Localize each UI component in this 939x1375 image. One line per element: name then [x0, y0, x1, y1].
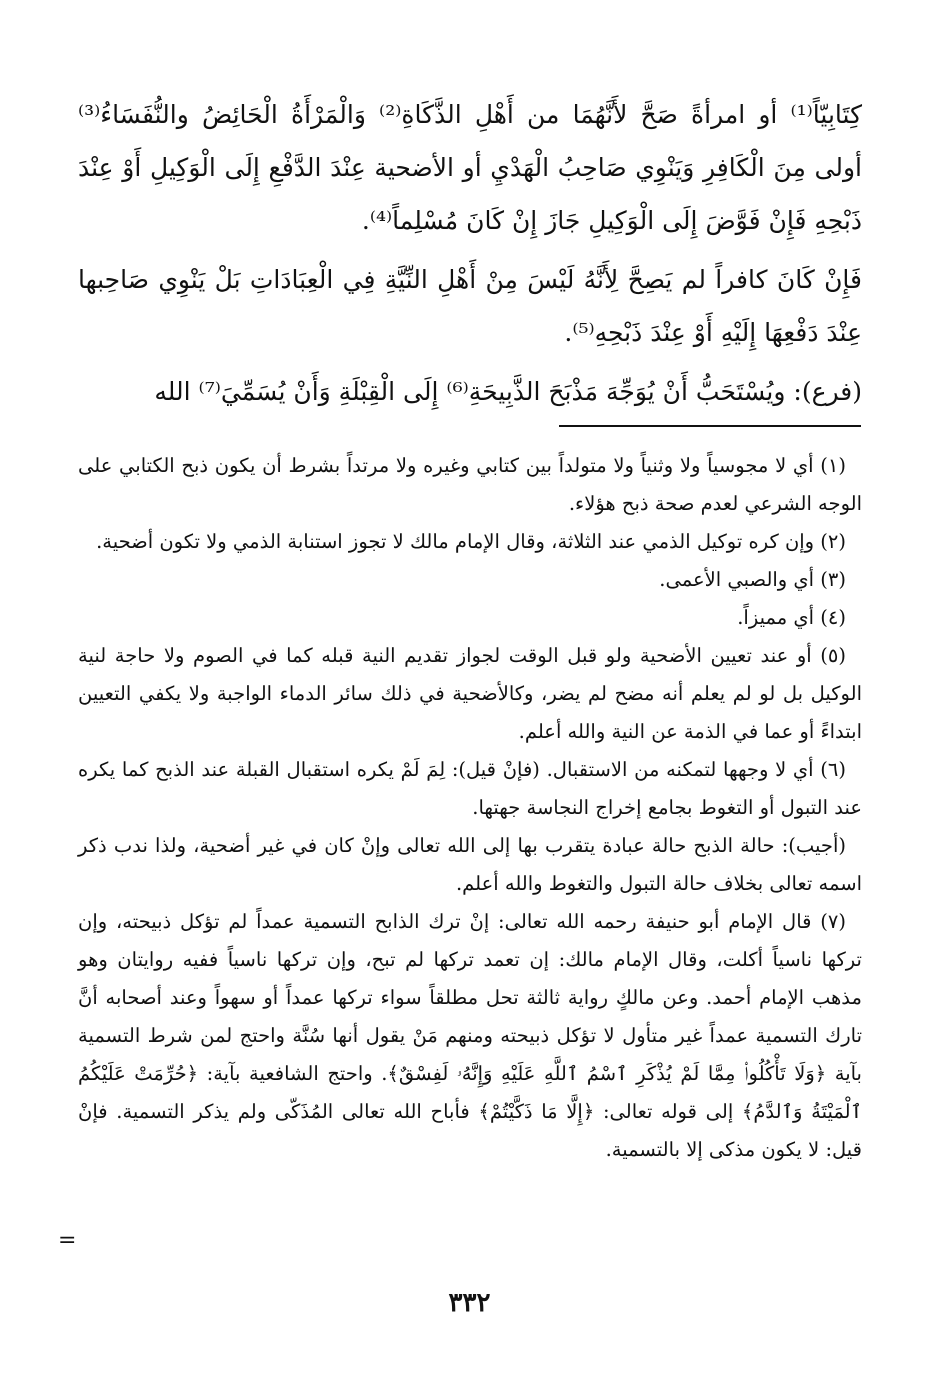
continuation-mark: =: [58, 1228, 77, 1253]
footnote-2: (٢) وإن كره توكيل الذمي عند الثلاثة، وقال الإمام مالك لا تجوز استنابة الذمي ولا تكون أضحية.: [96, 530, 846, 553]
footnote-5: (٥) أو عند تعيين الأضحية ولو قبل الوقت لجواز تقديم النية قبله كما في الصوم ولا حاجة لنية الوكيل بل لو لم يعلم أنه مضح لم يضر، وكالأضحية في ذلك سائر الدماء الواجبة ولا يكفي التعيين ابتداءً أو عما في الذمة عن النية والله أعلم.: [78, 644, 862, 743]
footnote-4: (٤) أي مميزاً.: [737, 606, 846, 629]
main-text: [78, 88, 862, 418]
main-paragraph-1: كِتَابِيّاً⁽¹⁾ أو امرأةً صَحَّ لأَنَّهُمَا من أَهْلِ الذَّكَاةِ⁽²⁾ وَالْمَرْأَةُ الْحَائِضُ والنُّفَسَاءُ⁽³⁾ أولى مِنَ الْكَافِرِ وَيَنْوِي صَاحِبُ الْهَدْيِ أو الأضحية عِنْدَ الدَّفْعِ إِلَى الْوَكِيلِ أَوْ عِنْدَ ذَبْحِهِ فَإِنْ فَوَّضَ إِلَى الْوَكِيلِ جَازَ إِنْ كَانَ مُسْلِماً⁽⁴⁾.: [78, 100, 862, 235]
footnotes: [78, 447, 862, 1169]
main-paragraph-2: فَإِنْ كَانَ كافراً لم يَصِحَّ لِأَنَّهُ لَيْسَ مِنْ أَهْلِ النِّيَّةِ فِي الْعِبَادَاتِ بَلْ يَنْوِي صَاحِبها عِنْدَ دَفْعِهَا إِلَيْهِ أَوْ عِنْدَ ذَبْحِهِ⁽⁵⁾.: [78, 265, 862, 347]
footnote-6: (٦) أي لا وجهها لتمكنه من الاستقبال. (فإنْ قيل): لِمَ لَمْ يكره استقبال القبلة عند الذبح كما يكره عند التبول أو التغوط بجامع إخراج النجاسة جهتها.: [78, 758, 862, 819]
footnote-3: (٣) أي والصبي الأعمى.: [659, 568, 846, 591]
footnote-1: (١) أي لا مجوسياً ولا وثنياً ولا متولداً بين كتابي وغيره ولا مرتداً بشرط أن يكون ذبح الكتابي على الوجه الشرعي لعدم صحة ذبح هؤلاء.: [78, 454, 862, 515]
footnote-divider: [559, 425, 861, 427]
main-paragraph-3: (فرع): ويُسْتَحَبُّ أَنْ يُوَجِّهَ مَذْبَحَ الذَّبِيحَةِ⁽⁶⁾ إِلَى الْقِبْلَةِ وَأَنْ يُسَمِّيَ⁽⁷⁾ الله: [154, 377, 862, 406]
footnote-6-answer: (أجيب): حالة الذبح حالة عبادة يتقرب بها إلى الله تعالى وإنْ كان في غير أضحية، ولذا ندب ذكر اسمه تعالى بخلاف حالة التبول والتغوط والله أعلم.: [78, 834, 862, 895]
footnote-7: (٧) قال الإمام أبو حنيفة رحمه الله تعالى: إنْ ترك الذابح التسمية عمداً لم تؤكل ذبيحته، وإن تركها ناسياً أكلت، وقال الإمام مالك: إن تعمد تركها لم تبح، وإن تركها ناسياً ففيه روايتان وهو مذهب الإمام أحمد. وعن مالكٍ رواية ثالثة تحل مطلقاً سواء تركها عمداً أو سهواً وعند أصحابه أنَّ تارك التسمية عمداً غير متأول لا تؤكل ذبيحته ومنهم مَنْ يقول أنها سُنَّة واحتج لمن شرط التسمية بآية ﴿وَلَا تَأْكُلُوا۟ مِمَّا لَمْ يُذْكَرِ ٱسْمُ ٱللَّهِ عَلَيْهِ وَإِنَّهُۥ لَفِسْقٌ﴾. واحتج الشافعية بآية: ﴿حُرِّمَتْ عَلَيْكُمُ ٱلْمَيْتَةُ وَٱلدَّمُ﴾ إلى قوله تعالى: ﴿إِلَّا مَا ذَكَّيْتُمْ﴾ فأباح الله تعالى المُذَكّى ولم يذكر التسمية. فإنْ قيل: لا يكون مذكى إلا بالتسمية.: [78, 910, 862, 1161]
page-number: ٣٣٢: [448, 1288, 491, 1318]
